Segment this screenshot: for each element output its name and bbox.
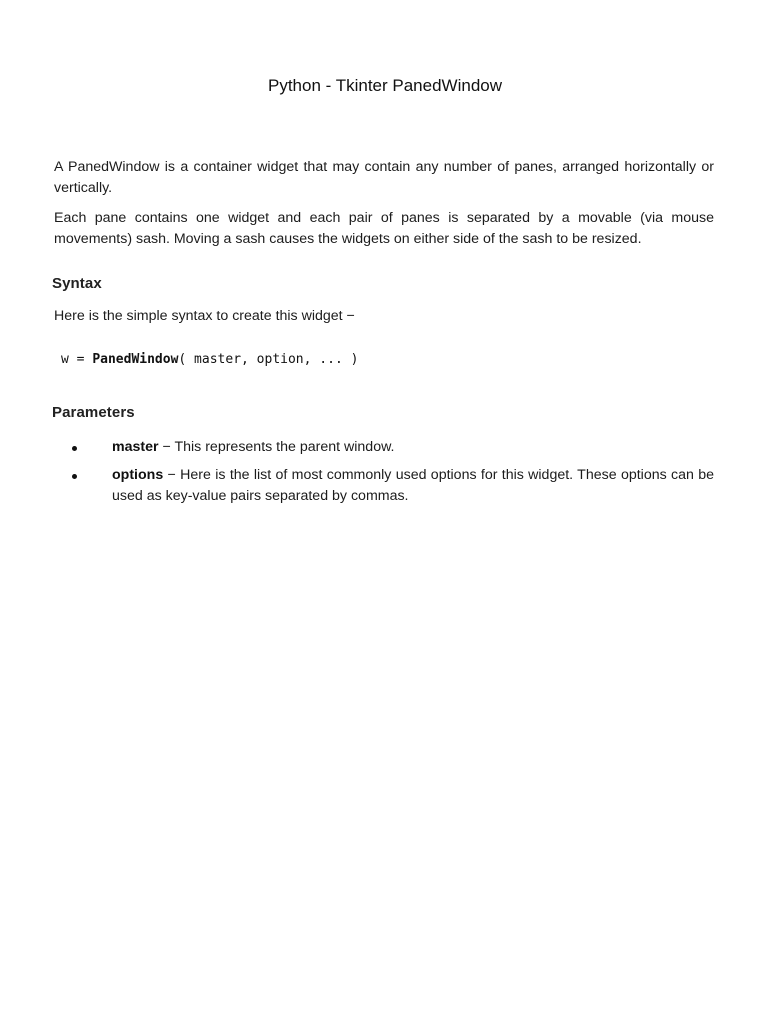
- syntax-code-block: [61, 352, 358, 367]
- code-class-name: PanedWindow: [92, 352, 179, 367]
- list-item: [112, 465, 714, 507]
- parameter-description: − Here is the list of most commonly used options for this widget. These options can be used as key-value pairs separated by commas.: [112, 467, 714, 504]
- syntax-intro: Here is the simple syntax to create this widget −: [54, 308, 355, 324]
- parameters-heading: Parameters: [52, 404, 135, 421]
- bullet-icon: [72, 474, 77, 479]
- bullet-icon: [72, 446, 77, 451]
- parameter-term: options: [112, 467, 164, 483]
- parameter-description: − This represents the parent window.: [158, 439, 395, 455]
- code-args: ( master, option, ... ): [178, 352, 359, 367]
- list-item: [112, 437, 714, 458]
- syntax-heading: Syntax: [52, 275, 102, 292]
- parameter-term: master: [112, 439, 159, 455]
- intro-paragraph-1: A PanedWindow is a container widget that may contain any number of panes, arranged horizontally or vertically.: [54, 159, 714, 196]
- page-title: Python - Tkinter PanedWindow: [267, 76, 503, 95]
- intro-paragraph-2: Each pane contains one widget and each pair of panes is separated by a movable (via mouse movements) sash. Moving a sash causes the widgets on either side of the sash to be resized.: [54, 210, 714, 247]
- code-prefix: w =: [61, 352, 93, 367]
